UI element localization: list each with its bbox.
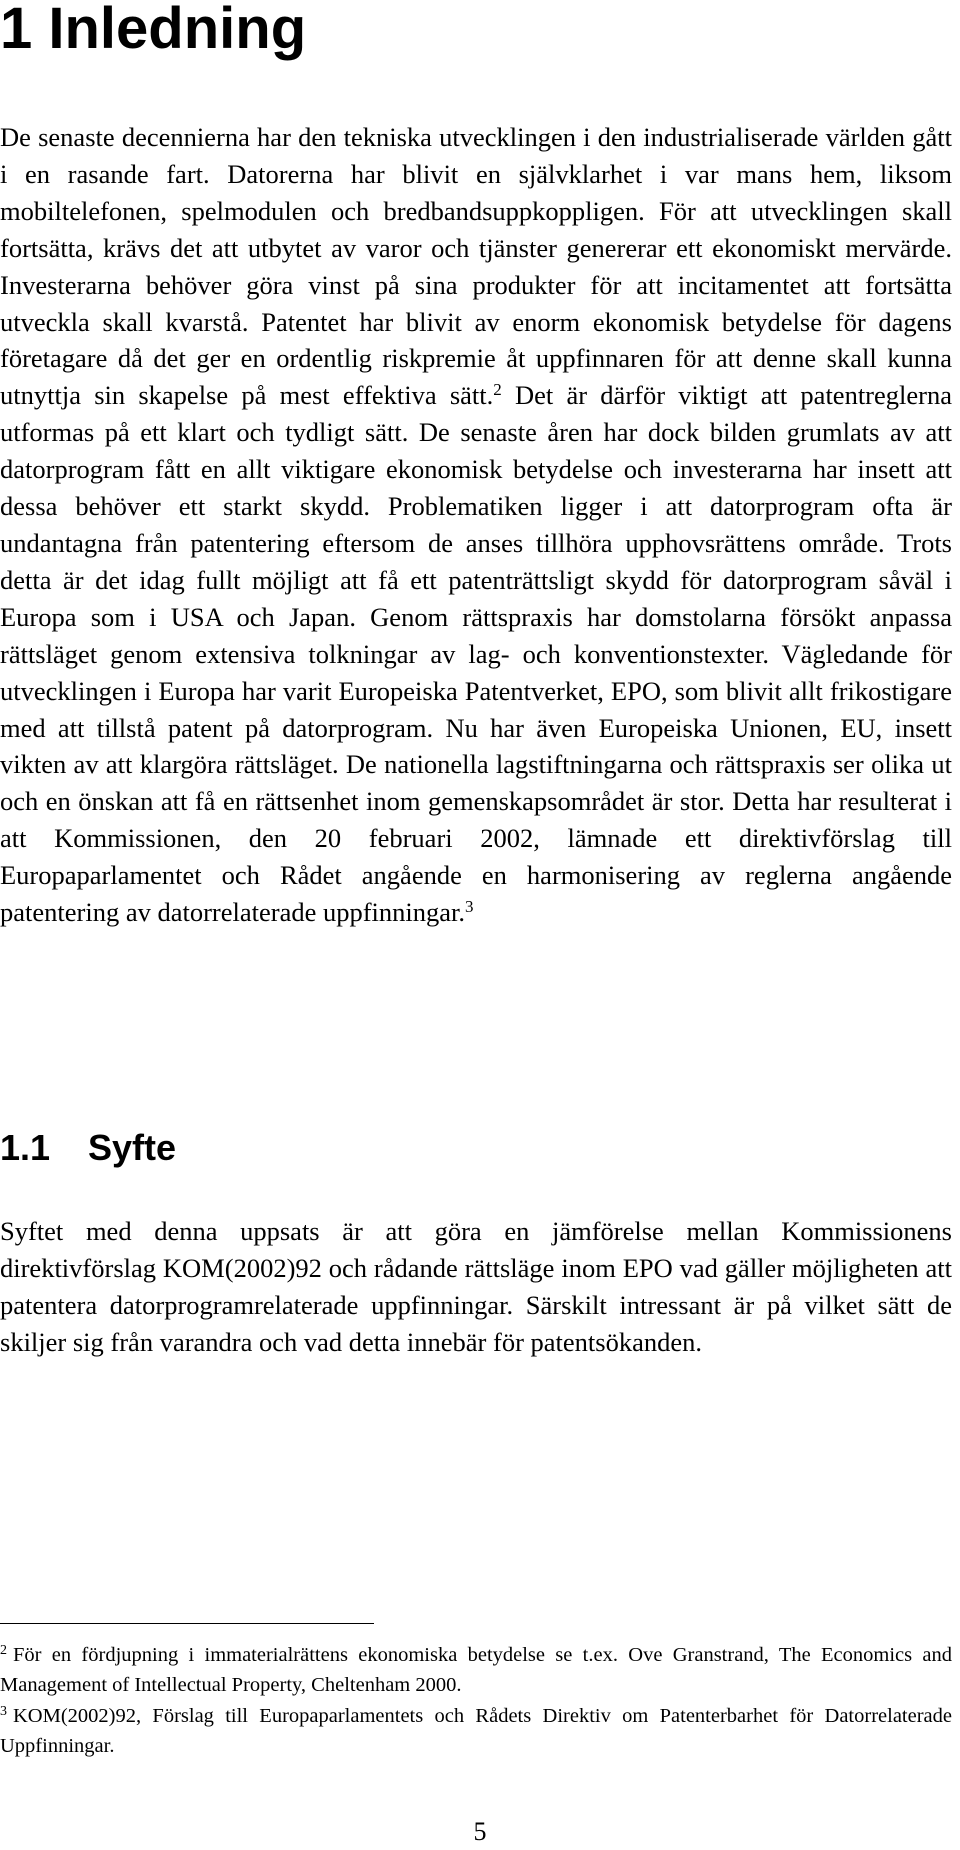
section-number: 1.1 [0, 1127, 51, 1168]
footnote-number: 2 [0, 1643, 7, 1658]
footnote-3 [0, 1701, 952, 1762]
chapter-heading [0, 0, 307, 61]
purpose-paragraph: Syftet med denna uppsats är att göra en jämförelse mellan Kommissionens direktivförslag KOM(2002)92 och rådande rättsläge inom EPO vad gäller möjligheten att patentera datorprogramrelaterade uppfinningar. Särskilt intressant är på vilket sätt de skiljer sig från varandra och vad detta innebär för patentsökanden. [0, 1216, 952, 1357]
chapter-title: Inledning [48, 0, 307, 61]
footnote-text: För en fördjupning i immaterialrättens ekonomiska betydelse se t.ex. Ove Granstrand, The Economics and Management of Intellectual Property, Cheltenham 2000. [0, 1644, 952, 1697]
footnote-2 [0, 1640, 952, 1701]
intro-text-part-2: Det är därför viktigt att patentreglerna utformas på ett klart och tydligt sätt. De senaste åren har dock bilden grumlats av att datorprogram fått en allt viktigare ekonomisk betydelse och investerarna har insett att dessa behöver ett starkt skydd. Problematiken ligger i att datorprogram ofta är undantagna från patentering eftersom de anses tillhöra upphovsrättens område. Trots detta är det idag fullt möjligt att få ett patenträttsligt skydd för datorprogram såväl i Europa som i USA och Japan. Genom rättspraxis har domstolarna försökt anpassa rättsläget genom extensiva tolkningar av lag- och konventionstexter. Vägledande för utvecklingen i Europa har varit Europeiska Patentverket, EPO, som blivit allt frikostigare med att tillstå patent på datorprogram. Nu har även Europeiska Unionen, EU, insett vikten av att klargöra rättsläget. De nationella lagstiftningarna och rättspraxis ser olika ut och en önskan att få en rättsenhet inom gemenskapsområdet är stor. Detta har resulterat i att Kommissionen, den 20 februari 2002, lämnade ett direktivförslag till Europaparlamentet och Rådet angående en harmonisering av reglerna angående patentering av datorrelaterade uppfinningar. [0, 380, 952, 928]
chapter-number: 1 [0, 0, 33, 61]
footnote-separator [0, 1623, 374, 1624]
page-number: 5 [473, 1817, 487, 1846]
footnote-number: 3 [0, 1703, 7, 1719]
section-heading [0, 1128, 176, 1168]
footnote-text: KOM(2002)92, Förslag till Europaparlamentets och Rådets Direktiv om Patenterbarhet för Datorrelaterade Uppfinningar. [0, 1704, 952, 1758]
footnote-ref-2[interactable]: 2 [493, 380, 502, 400]
intro-paragraph [0, 119, 952, 931]
footnote-ref-3[interactable]: 3 [465, 897, 474, 917]
footnotes [0, 1640, 952, 1762]
section-title: Syfte [88, 1127, 177, 1168]
intro-text-part-1: De senaste decennierna har den tekniska utvecklingen i den industrialiserade världen gått i en rasande fart. Datorerna har blivit en självklarhet i var mans hem, liksom mobiltelefonen, spelmodulen och bredbandsuppkoppligen. För att utvecklingen skall fortsätta, krävs det att utbytet av varor och tjänster genererar ett ekonomiskt mervärde. Investerarna behöver göra vinst på sina produkter för att incitamentet att fortsätta utveckla skall kvarstå. Patentet har blivit av enorm ekonomisk betydelse för dagens företagare då det ger en ordentlig riskpremie åt uppfinnaren för att denne skall kunna utnyttja sin skapelse på mest effektiva sätt. [0, 122, 952, 411]
